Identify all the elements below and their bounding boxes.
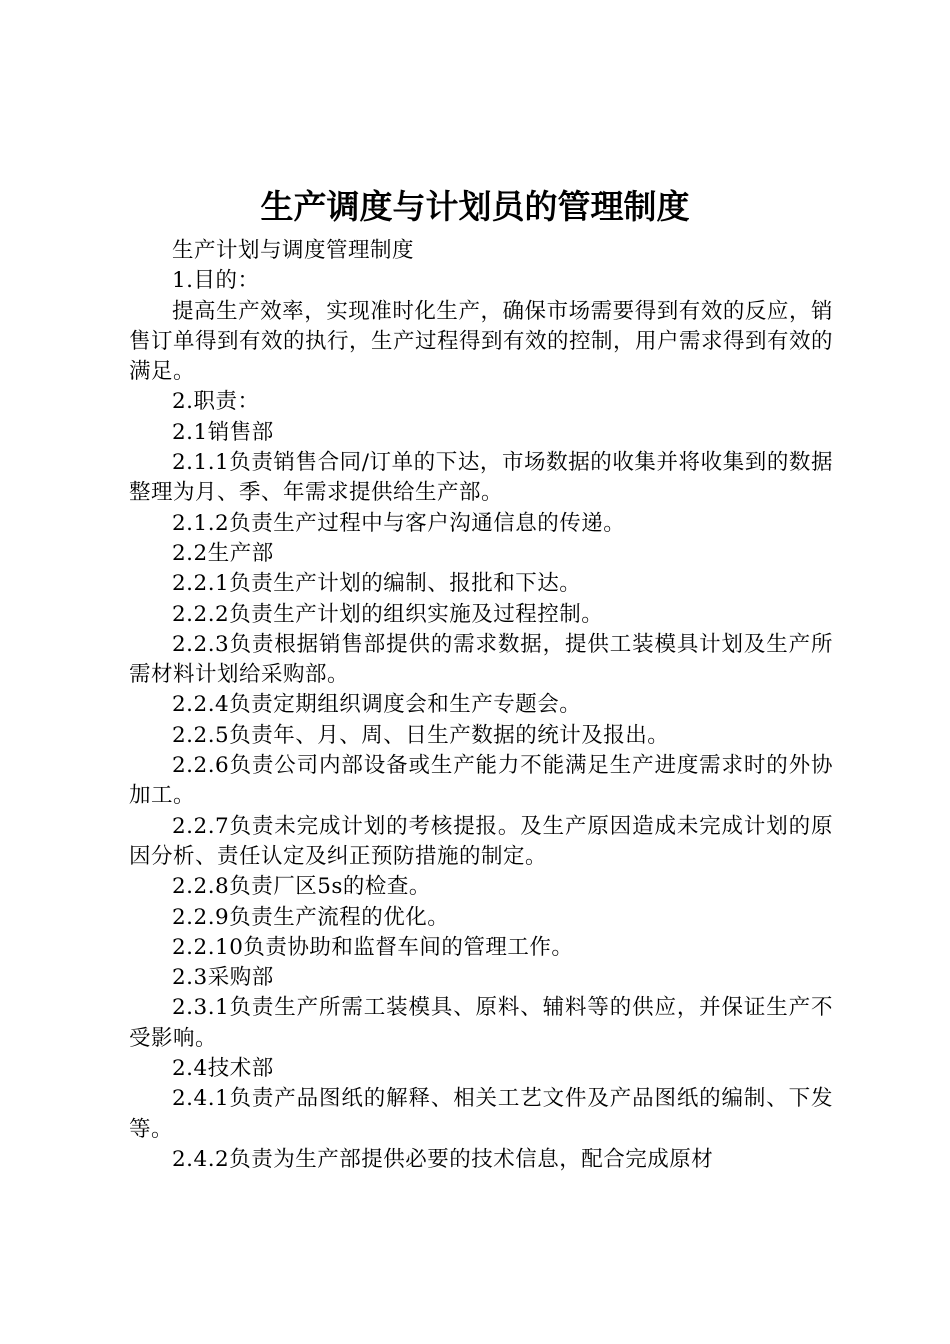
document-body bbox=[129, 236, 833, 1175]
paragraph: 2.2.7负责未完成计划的考核提报。及生产原因造成未完成计划的原因分析、责任认定及纠正预防措施的制定。 bbox=[129, 813, 833, 869]
paragraph: 2.2.10负责协助和监督车间的管理工作。 bbox=[172, 934, 574, 960]
document-title: 生产调度与计划员的管理制度 bbox=[260, 187, 690, 226]
paragraph: 2.1销售部 bbox=[172, 419, 274, 445]
paragraph: 2.4.2负责为生产部提供必要的技术信息，配合完成原材 bbox=[172, 1146, 714, 1172]
paragraph: 2.2.8负责厂区5s的检查。 bbox=[172, 874, 431, 900]
paragraph: 2.4.1负责产品图纸的解释、相关工艺文件及产品图纸的编制、下发等。 bbox=[129, 1086, 833, 1142]
paragraph: 2.2.4负责定期组织调度会和生产专题会。 bbox=[172, 692, 582, 718]
paragraph: 2.2.9负责生产流程的优化。 bbox=[172, 904, 450, 930]
paragraph: 2.2.6负责公司内部设备或生产能力不能满足生产进度需求时的外协加工。 bbox=[129, 753, 833, 809]
paragraph: 2.2.1负责生产计划的编制、报批和下达。 bbox=[172, 571, 582, 597]
paragraph: 生产计划与调度管理制度 bbox=[172, 238, 415, 263]
paragraph: 2.1.2负责生产过程中与客户沟通信息的传递。 bbox=[172, 510, 626, 536]
paragraph: 2.3.1负责生产所需工装模具、原料、辅料等的供应，并保证生产不受影响。 bbox=[129, 995, 833, 1051]
paragraph: 提高生产效率，实现准时化生产，确保市场需要得到有效的反应，销售订单得到有效的执行，生产过程得到有效的控制，用户需求得到有效的满足。 bbox=[129, 298, 834, 385]
paragraph: 2.1.1负责销售合同/订单的下达，市场数据的收集并将收集到的数据整理为月、季、年需求提供给生产部。 bbox=[129, 450, 833, 506]
paragraph: 2.4技术部 bbox=[172, 1056, 274, 1082]
paragraph: 2.职责： bbox=[172, 389, 260, 415]
paragraph: 2.2.5负责年、月、周、日生产数据的统计及报出。 bbox=[172, 722, 670, 748]
paragraph: 2.2.2负责生产计划的组织实施及过程控制。 bbox=[172, 601, 604, 627]
paragraph: 1.目的： bbox=[172, 268, 260, 294]
paragraph: 2.3采购部 bbox=[172, 965, 274, 991]
paragraph: 2.2生产部 bbox=[172, 540, 274, 566]
paragraph: 2.2.3负责根据销售部提供的需求数据，提供工装模具计划及生产所需材料计划给采购部。 bbox=[129, 631, 833, 688]
